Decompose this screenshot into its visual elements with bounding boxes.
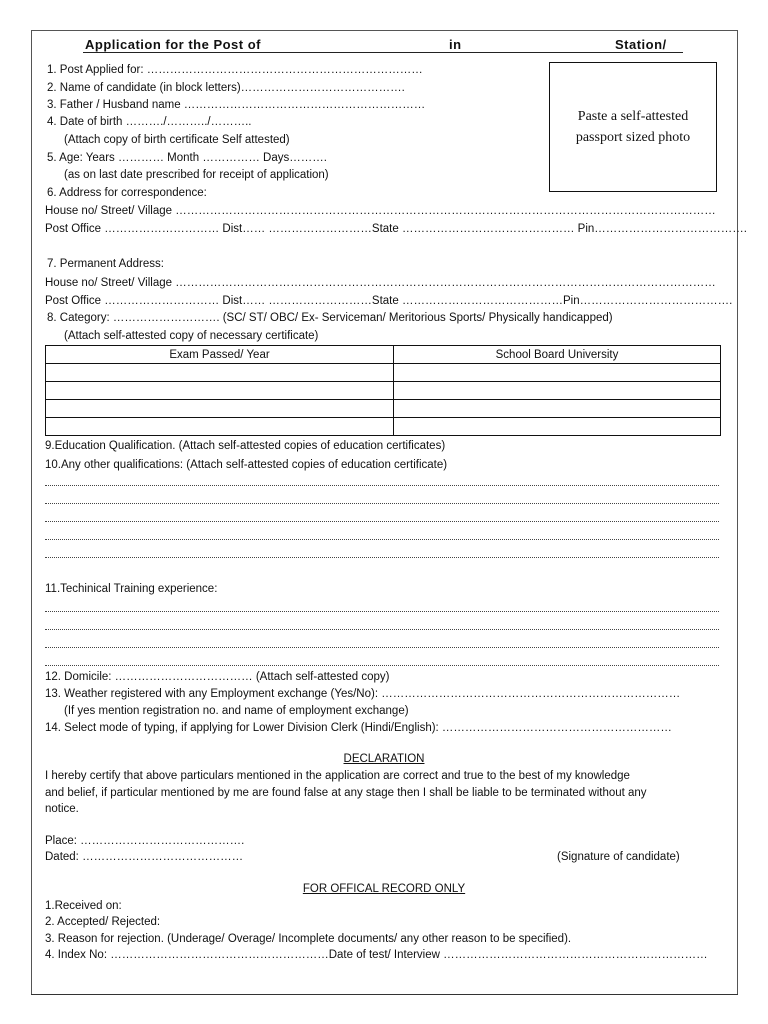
table-cell[interactable] — [46, 418, 394, 436]
title-part-post: Application for the Post of — [85, 37, 261, 52]
field-domicile[interactable]: 12. Domicile: ……………………………… (Attach self-attested copy) — [45, 671, 390, 683]
dotted-answer-line[interactable] — [45, 503, 719, 504]
official-index-no: 4. Index No: …………………………………………………Date of test/ Interview …………………………………………………………… — [45, 949, 708, 961]
field-perm-house[interactable]: House no/ Street/ Village …………………………………………………………………………………………………………………………… — [45, 277, 716, 289]
section-other-qualifications: 10.Any other qualifications: (Attach self-attested copies of education certificate) — [45, 459, 448, 471]
header-exam-passed: Exam Passed/ Year — [46, 346, 394, 364]
field-corr-post-office[interactable]: Post Office ………………………… Dist…… ………………………State ……………………………………… Pin…………………………………. — [45, 223, 747, 235]
official-received-on: 1.Received on: — [45, 900, 122, 912]
dotted-answer-line[interactable] — [45, 557, 719, 558]
dotted-answer-line[interactable] — [45, 647, 719, 648]
field-dated[interactable]: Dated: …………………………………… — [45, 851, 244, 863]
education-table — [45, 345, 721, 436]
field-date-of-birth[interactable]: 4. Date of birth ………./………../……….. — [47, 116, 252, 128]
field-father-name[interactable]: 3. Father / Husband name ……………………………………………………… — [47, 99, 426, 111]
employment-exchange-note: (If yes mention registration no. and name of employment exchange) — [64, 705, 409, 717]
field-place[interactable]: Place: ……………………………………. — [45, 835, 245, 847]
table-cell[interactable] — [46, 382, 394, 400]
table-cell[interactable] — [46, 400, 394, 418]
field-typing-mode[interactable]: 14. Select mode of typing, if applying for Lower Division Clerk (Hindi/English): …………………………………………………… — [45, 722, 672, 734]
dotted-answer-line[interactable] — [45, 611, 719, 612]
declaration-line-3: notice. — [45, 803, 79, 815]
declaration-line-2: and belief, if particular mentioned by me are found false at any stage then I shall be liable to be terminated without any — [45, 787, 647, 799]
dotted-answer-line[interactable] — [45, 665, 719, 666]
table-row — [46, 400, 721, 418]
dotted-answer-line[interactable] — [45, 539, 719, 540]
section-technical-training: 11.Techinical Training experience: — [45, 583, 218, 595]
category-note: (Attach self-attested copy of necessary certificate) — [64, 330, 319, 342]
dotted-answer-line[interactable] — [45, 521, 719, 522]
title-part-in: in — [449, 37, 462, 52]
declaration-heading: DECLARATION — [343, 753, 425, 765]
field-category[interactable]: 8. Category: ………………………. (SC/ ST/ OBC/ Ex- Serviceman/ Meritorious Sports/ Physically handicapped) — [47, 312, 613, 324]
photo-box-line2: passport sized photo — [575, 130, 691, 145]
table-row — [46, 418, 721, 436]
title-underline — [83, 52, 683, 53]
bottom-rule — [31, 994, 738, 995]
field-perm-post-office[interactable]: Post Office ………………………… Dist…… ………………………State ……………………………………Pin…………………………………. — [45, 295, 733, 307]
table-cell[interactable] — [394, 418, 721, 436]
age-note: (as on last date prescribed for receipt of application) — [64, 169, 329, 181]
official-accepted-rejected: 2. Accepted/ Rejected: — [45, 916, 161, 928]
dob-note: (Attach copy of birth certificate Self attested) — [64, 134, 290, 146]
table-cell[interactable] — [394, 400, 721, 418]
title-part-station: Station/ — [615, 37, 667, 52]
section-education-qualification: 9.Education Qualification. (Attach self-attested copies of education certificates) — [45, 440, 446, 452]
table-cell[interactable] — [394, 364, 721, 382]
declaration-line-1: I hereby certify that above particulars mentioned in the application are correct and true to the best of my knowledge — [45, 770, 630, 782]
table-cell[interactable] — [46, 364, 394, 382]
dotted-answer-line[interactable] — [45, 485, 719, 486]
photo-box[interactable] — [549, 62, 717, 192]
field-post-applied[interactable]: 1. Post Applied for: ……………………………………………………………… — [47, 64, 423, 76]
permanent-address-heading: 7. Permanent Address: — [47, 258, 164, 270]
header-school-board: School Board University — [394, 346, 721, 364]
dotted-answer-line[interactable] — [45, 629, 719, 630]
field-employment-exchange[interactable]: 13. Weather registered with any Employment exchange (Yes/No): …………………………………………………………………… — [45, 688, 681, 700]
signature-label: (Signature of candidate) — [557, 851, 680, 863]
official-rejection-reason: 3. Reason for rejection. (Underage/ Overage/ Incomplete documents/ any other reason to be specified). — [45, 933, 572, 945]
table-row — [46, 364, 721, 382]
table-row — [46, 382, 721, 400]
photo-box-line1: Paste a self-attested — [577, 109, 689, 124]
address-heading: 6. Address for correspondence: — [47, 187, 207, 199]
table-cell[interactable] — [394, 382, 721, 400]
field-candidate-name[interactable]: 2. Name of candidate (in block letters)……………………………………. — [47, 82, 405, 94]
field-age[interactable]: 5. Age: Years ………… Month …………… Days………. — [47, 152, 327, 164]
table-header-row — [46, 346, 721, 364]
official-record-heading: FOR OFFICAL RECORD ONLY — [302, 883, 466, 895]
field-corr-house[interactable]: House no/ Street/ Village …………………………………………………………………………………………………………………………… — [45, 205, 716, 217]
